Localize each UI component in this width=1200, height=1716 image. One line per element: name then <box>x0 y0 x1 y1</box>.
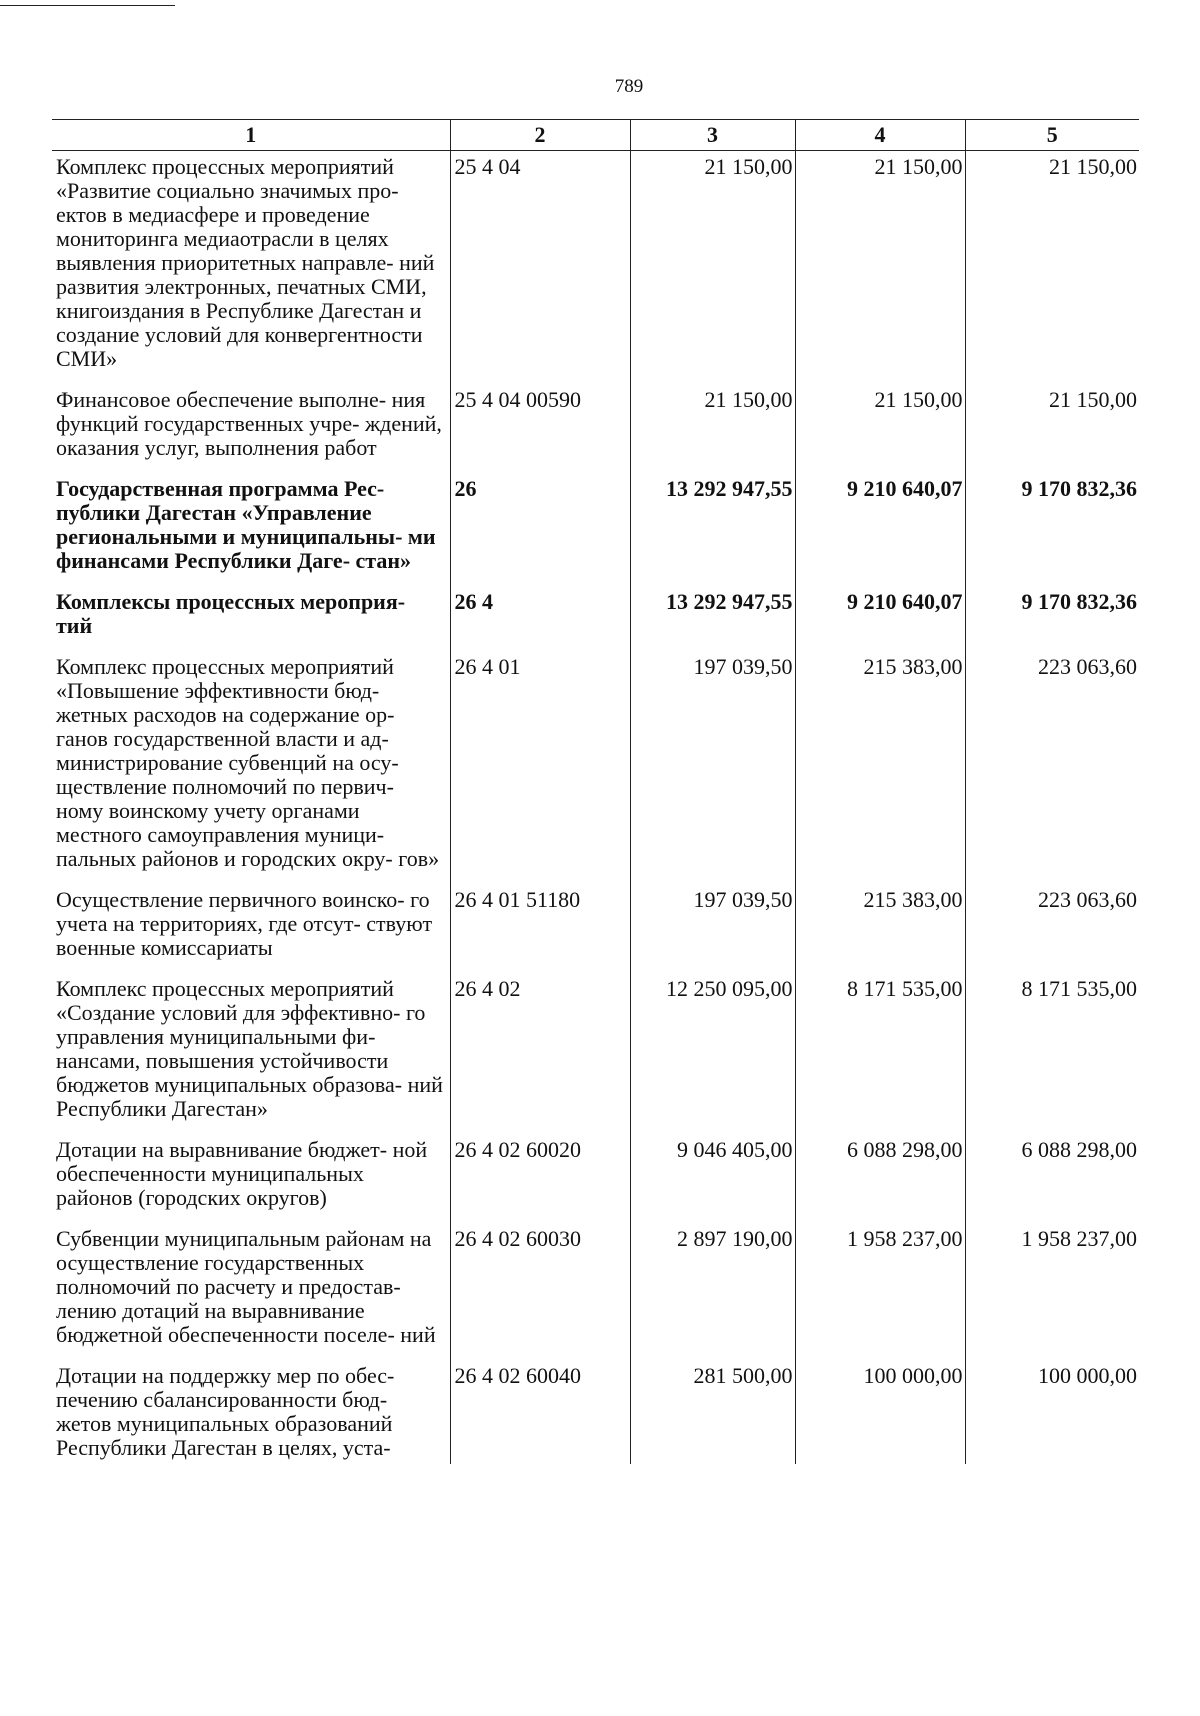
amount-col3: 2 897 190,00 <box>630 1223 795 1360</box>
amount-col5: 223 063,60 <box>965 884 1139 973</box>
budget-code: 26 4 02 60020 <box>450 1134 630 1223</box>
item-name: Субвенции муниципальным районам на осуществление государственных полномочий по расчету и предостав- лению дотаций на выравнивание бюджетной обеспеченности поселе- ний <box>56 1226 436 1347</box>
item-name: Дотации на выравнивание бюджет- ной обеспеченности муниципальных районов (городских округов) <box>56 1137 428 1210</box>
column-header-1: 1 <box>52 120 450 151</box>
item-name: Комплексы процессных мероприя- тий <box>56 589 406 638</box>
amount-col4: 215 383,00 <box>795 884 965 973</box>
item-name: Комплекс процессных мероприятий «Создание условий для эффективно- го управления муниципальными фи- нансами, повышения устойчивости бюджетов муниципальных образова- ний Республики Дагестан» <box>56 976 443 1121</box>
amount-col5: 9 170 832,36 <box>965 586 1139 651</box>
item-name: Финансовое обеспечение выполне- ния функций государственных учре- ждений, оказания услуг, выполнения работ <box>56 387 442 460</box>
amount-col5: 1 958 237,00 <box>965 1223 1139 1360</box>
amount-col4: 21 150,00 <box>795 151 965 385</box>
amount-col3: 13 292 947,55 <box>630 586 795 651</box>
table-row <box>52 973 1139 1134</box>
budget-code: 26 4 01 51180 <box>450 884 630 973</box>
table-row <box>52 1223 1139 1360</box>
budget-code: 26 4 02 60040 <box>450 1360 630 1464</box>
table-header-row <box>52 120 1139 151</box>
amount-col3: 13 292 947,55 <box>630 473 795 586</box>
amount-col3: 197 039,50 <box>630 884 795 973</box>
budget-code: 26 4 02 60030 <box>450 1223 630 1360</box>
amount-col5: 8 171 535,00 <box>965 973 1139 1134</box>
amount-col5: 100 000,00 <box>965 1360 1139 1464</box>
item-name: Комплекс процессных мероприятий «Развитие социально значимых про- ектов в медиасфере и проведение мониторинга медиаотрасли в целях выявления приоритетных направле- ний развития электронных, печатных СМИ, книгоиздания в Республике Дагестан и создание условий для конвергентности СМИ» <box>56 154 435 371</box>
table-row <box>52 884 1139 973</box>
table-row <box>52 1360 1139 1464</box>
table-row <box>52 473 1139 586</box>
amount-col5: 223 063,60 <box>965 651 1139 884</box>
item-name: Комплекс процессных мероприятий «Повышение эффективности бюд- жетных расходов на содержание ор- ганов государственной власти и ад- министрирование субвенций на осу- ществление полномочий по первич- ному воинскому учету органами местного самоуправления муници- пальных районов и городских окру- гов» <box>56 654 440 871</box>
amount-col4: 9 210 640,07 <box>795 586 965 651</box>
amount-col4: 6 088 298,00 <box>795 1134 965 1223</box>
amount-col4: 21 150,00 <box>795 384 965 473</box>
table-row <box>52 586 1139 651</box>
amount-col3: 281 500,00 <box>630 1360 795 1464</box>
budget-code: 26 4 02 <box>450 973 630 1134</box>
budget-code: 25 4 04 <box>450 151 630 385</box>
budget-code: 26 4 <box>450 586 630 651</box>
amount-col3: 197 039,50 <box>630 651 795 884</box>
amount-col4: 100 000,00 <box>795 1360 965 1464</box>
amount-col4: 1 958 237,00 <box>795 1223 965 1360</box>
amount-col3: 21 150,00 <box>630 384 795 473</box>
budget-code: 25 4 04 00590 <box>450 384 630 473</box>
item-name: Дотации на поддержку мер по обес- печению сбалансированности бюд- жетов муниципальных образований Республики Дагестан в целях, уста- <box>56 1363 395 1460</box>
column-header-2: 2 <box>450 120 630 151</box>
item-name: Осуществление первичного воинско- го учета на территориях, где отсут- ствуют военные комиссариаты <box>56 887 433 960</box>
amount-col5: 9 170 832,36 <box>965 473 1139 586</box>
table-row <box>52 651 1139 884</box>
amount-col3: 9 046 405,00 <box>630 1134 795 1223</box>
amount-col4: 215 383,00 <box>795 651 965 884</box>
budget-code: 26 4 01 <box>450 651 630 884</box>
column-header-5: 5 <box>965 120 1139 151</box>
amount-col5: 21 150,00 <box>965 384 1139 473</box>
table-row <box>52 151 1139 385</box>
amount-col5: 21 150,00 <box>965 151 1139 385</box>
top-rule <box>0 5 175 6</box>
page-number: 789 <box>614 76 644 97</box>
amount-col4: 8 171 535,00 <box>795 973 965 1134</box>
column-header-3: 3 <box>630 120 795 151</box>
table-row <box>52 384 1139 473</box>
table-row <box>52 1134 1139 1223</box>
budget-table <box>52 119 1139 1464</box>
amount-col3: 12 250 095,00 <box>630 973 795 1134</box>
amount-col4: 9 210 640,07 <box>795 473 965 586</box>
budget-code: 26 <box>450 473 630 586</box>
item-name: Государственная программа Рес- публики Дагестан «Управление региональными и муниципальны- ми финансами Республики Даге- стан» <box>56 476 436 573</box>
amount-col3: 21 150,00 <box>630 151 795 385</box>
column-header-4: 4 <box>795 120 965 151</box>
amount-col5: 6 088 298,00 <box>965 1134 1139 1223</box>
